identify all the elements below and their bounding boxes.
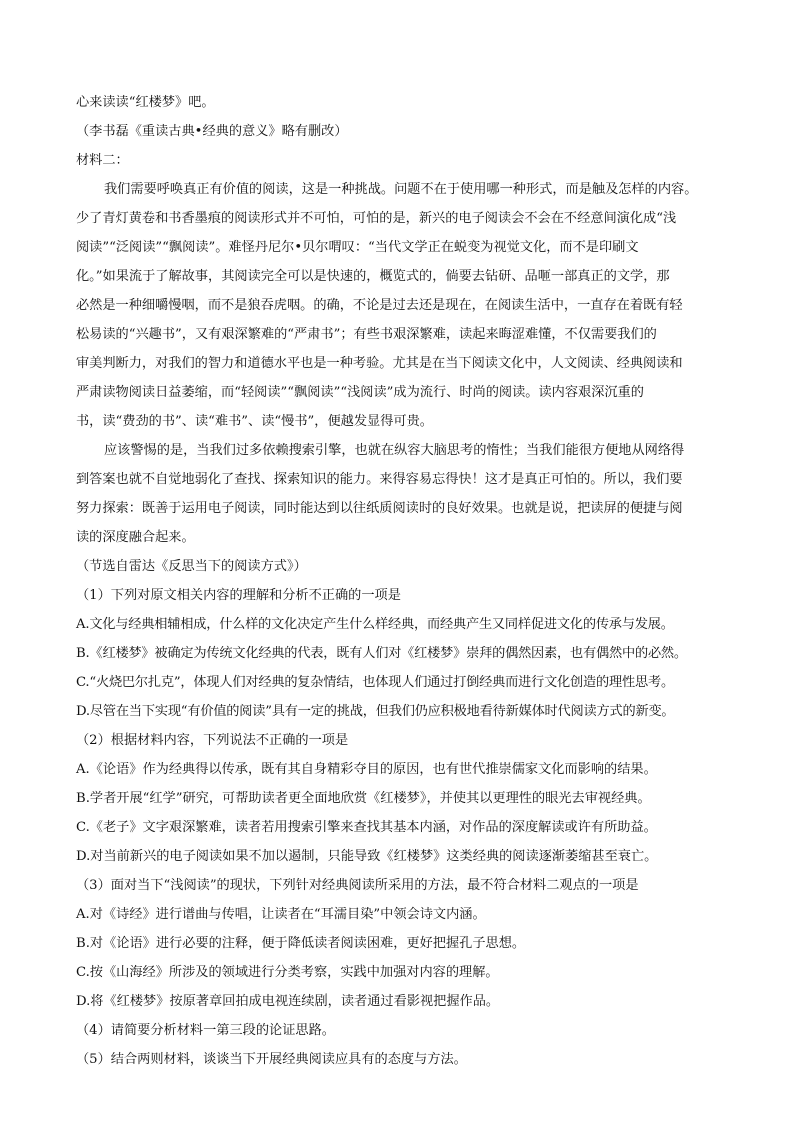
question-3: （3）面对当下“浅阅读”的现状，下列针对经典阅读所采用的方法，最不符合材料二观点的一项是 (76, 878, 639, 893)
question-5: （5）结合两则材料，谈谈当下开展经典阅读应具有的态度与方法。 (76, 1052, 467, 1067)
option-b: B.对《论语》进行必要的注释，便于降低读者阅读困难，更好把握孔子思想。 (76, 936, 526, 951)
option-c: C.“火烧巴尔扎克”，体现人们对经典的复杂情结，也体现人们通过打倒经典而进行文化创造的理性思考。 (76, 675, 674, 690)
paragraph-line: 阅读”“泛阅读”“飘阅读”。难怪丹尼尔•贝尔喟叹：“当代文学正在蜕变为视觉文化，而不是印刷文 (76, 240, 639, 255)
paragraph-line: 必然是一种细嚼慢咽，而不是狼吞虎咽。的确，不论是过去还是现在，在阅读生活中，一直存在着既有轻 (76, 298, 683, 313)
paragraph-line: 严肃读物阅读日益萎缩，而“轻阅读”“飘阅读”“浅阅读”成为流行、时尚的阅读。读内容艰深沉重的 (76, 385, 644, 400)
question-1: （1）下列对原文相关内容的理解和分析不正确的一项是 (76, 588, 401, 603)
paragraph-line: 审美判断力，对我们的智力和道德水平也是一种考验。尤其是在当下阅读文化中，人文阅读、经典阅读和 (76, 356, 683, 371)
source-citation: （李书磊《重读古典•经典的意义》略有删改） (76, 124, 348, 139)
text-line: 心来读读“红楼梦》吧。 (76, 95, 215, 110)
option-d: D.尽管在当下实现“有价值的阅读”具有一定的挑战，但我们仍应积极地看待新媒体时代阅读方式的新变。 (76, 704, 675, 719)
option-b: B.学者开展“红学”研究，可帮助读者更全面地欣赏《红楼梦》，并使其以更理性的眼光去审视经典。 (76, 791, 651, 806)
option-b: B.《红楼梦》被确定为传统文化经典的代表，既有人们对《红楼梦》崇拜的偶然因素，也有偶然中的必然。 (76, 646, 687, 661)
option-c: C.按《山海经》所涉及的领域进行分类考察，实践中加强对内容的理解。 (76, 965, 499, 980)
option-d: D.将《红楼梦》按原著章回拍成电视连续剧，读者通过看影视把握作品。 (76, 994, 500, 1009)
section-heading: 材料二： (76, 153, 129, 168)
option-a: A.文化与经典相辅相成，什么样的文化决定产生什么样经典，而经典产生又同样促进文化的传承与发展。 (76, 617, 674, 632)
paragraph-line: 少了青灯黄卷和书香墨痕的阅读形式并不可怕，可怕的是，新兴的电子阅读会不会在不经意间演化成“浅 (76, 211, 677, 226)
paragraph-line: 到答案也就不自觉地弱化了查找、探索知识的能力。来得容易忘得快！这才是真正可怕的。所以，我们要 (76, 472, 683, 487)
option-d: D.对当前新兴的电子阅读如果不加以遏制，只能导致《红楼梦》这类经典的阅读逐渐萎缩甚至衰亡。 (76, 849, 658, 864)
paragraph-line: 化。”如果流于了解故事，其阅读完全可以是快速的，概览式的，倘要去钻研、品咂一部真正的文学，那 (76, 269, 670, 284)
paragraph-line: 努力探索：既善于运用电子阅读，同时能达到以往纸质阅读时的良好效果。也就是说，把读屏的便捷与阅 (76, 501, 683, 516)
paragraph-line: 书，读“费劲的书”、读“难书”、读“慢书”，便越发显得可贵。 (76, 414, 433, 429)
paragraph-line: 应该警惕的是，当我们过多依赖搜索引擎，也就在纵容大脑思考的惰性；当我们能很方便地从网络得 (104, 443, 685, 458)
option-a: A.《论语》作为经典得以传承，既有其自身精彩夺目的原因，也有世代推崇儒家文化而影响的结果。 (76, 762, 657, 777)
source-citation: （节选自雷达《反思当下的阅读方式》） (76, 559, 307, 574)
question-4: （4）请简要分析材料一第三段的论证思路。 (76, 1023, 335, 1038)
question-2: （2）根据材料内容，下列说法不正确的一项是 (76, 733, 349, 748)
paragraph-line: 松易读的“兴趣书”，又有艰深繁难的“严肃书”；有些书艰深繁难，读起来晦涩难懂，不仅需要我们的 (76, 327, 657, 342)
option-c: C.《老子》文字艰深繁难，读者若用搜索引擎来查找其基本内涵，对作品的深度解读或许有所助益。 (76, 820, 657, 835)
option-a: A.对《诗经》进行谱曲与传唱，让读者在“耳濡目染”中领会诗文内涵。 (76, 907, 486, 922)
paragraph-line: 我们需要呼唤真正有价值的阅读，这是一种挑战。问题不在于使用哪一种形式，而是触及怎样的内容。 (104, 182, 698, 197)
paragraph-line: 读的深度融合起来。 (76, 530, 195, 545)
